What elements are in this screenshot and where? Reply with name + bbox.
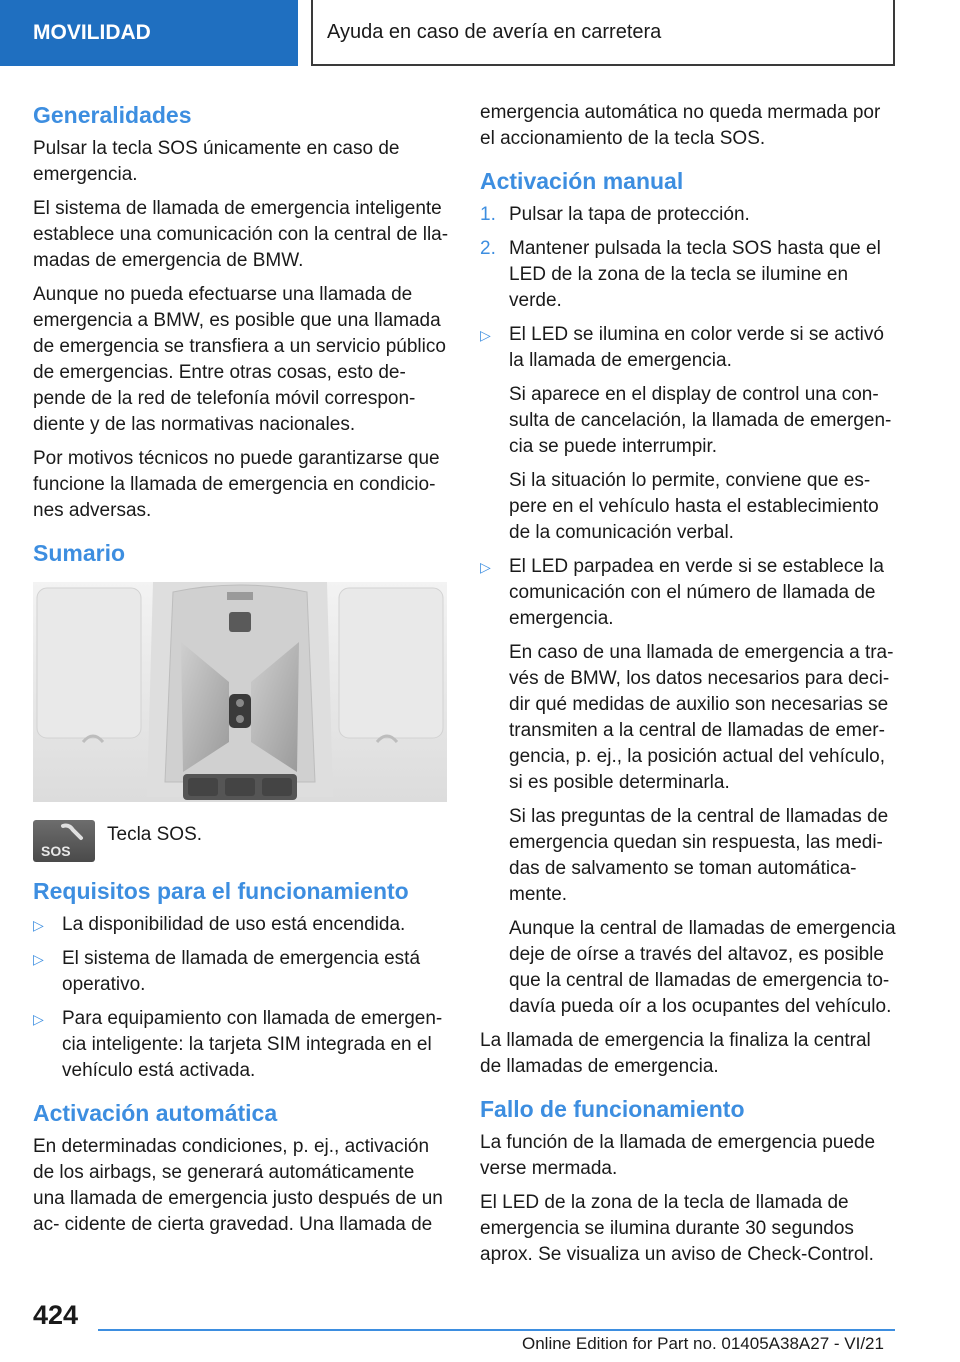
list-item: 2. Mantener pulsada la tecla SOS hasta que el LED de la zona de la tecla se ilumine en verde. <box>480 238 881 311</box>
heading-activacion-automatica: Activación automática <box>33 1100 278 1126</box>
sub-paragraph: Aunque la central de llamadas de emergencia deje de oírse a través del altavoz, es posible que la central de llamadas de emergencia to- davía pueda oír a los ocupantes del vehículo. <box>509 918 896 1017</box>
heading-requisitos: Requisitos para el funcionamiento <box>33 878 409 904</box>
page-number: 424 <box>33 1300 79 1330</box>
triangle-bullet-icon: ▷ <box>33 1011 44 1027</box>
paragraph: En determinadas condiciones, p. ej., activación de los airbags, se generará automáticamente una llamada de emergencia justo después de un ac- cidente de cierta gravedad. Una llamada de <box>33 1136 443 1235</box>
list-item: 1. Pulsar la tapa de protección. <box>480 202 896 228</box>
sos-button-icon <box>33 820 95 862</box>
list-item: ▷ El LED parpadea en verde si se establece la comunicación con el número de llamada de emergencia. En caso de una llamada de emergencia a tra- vés de BMW, los datos necesarios para deci- dir qué medidas de auxilio son necesarias se transmiten a la central de llamadas de emer- gencia, p. ej., la posición actual del vehículo, si es posible determinarla. Si las preguntas de la central de llamadas de emergencia quedan sin respuesta, las medi- das de salvamento se toman automática- mente. Aunque la central de llamadas de emergencia deje de oírse a través del altavoz, es posible que la central de llamadas de emergencia to- davía pueda oír a los ocupantes del vehículo. <box>480 554 896 1020</box>
paragraph: Por motivos técnicos no puede garantizarse que funcione la llamada de emergencia en condicio- nes adversas. <box>33 448 440 521</box>
step-number: 1. <box>480 204 496 225</box>
right-column <box>480 100 896 1276</box>
heading-sumario: Sumario <box>33 540 126 566</box>
paragraph: emergencia automática no queda mermada por el accionamiento de la tecla SOS. <box>480 102 881 149</box>
legend-row <box>33 820 449 862</box>
footer-divider <box>98 1329 895 1331</box>
left-column <box>33 100 449 1246</box>
list-item: ▷ El sistema de llamada de emergencia está operativo. <box>33 948 421 995</box>
overhead-console-photo <box>33 582 447 802</box>
step-number: 2. <box>480 238 496 259</box>
paragraph: Aunque no pueda efectuarse una llamada de emergencia a BMW, es posible que una llamada de emergencia se transfiera a un servicio público de emergencias. Entre otras cosas, esto de- pende de la red de telefonía móvil correspon- diente y de las normativas nacionales. <box>33 284 446 435</box>
list-item: ▷ El LED se ilumina en color verde si se activó la llamada de emergencia. Si aparece en el display de control una con- sulta de cancelación, la llamada de emergen- cia se puede interrumpir. Si la situación lo permite, conviene que es- pere en el vehículo hasta el establecimiento de la comunicación verbal. <box>480 322 896 546</box>
sub-paragraph: Si las preguntas de la central de llamadas de emergencia quedan sin respuesta, las medi- das de salvamento se toman automática- mente. <box>509 806 889 905</box>
chapter-label: MOVILIDAD <box>33 21 151 44</box>
overhead-console-illustration <box>33 582 447 802</box>
paragraph: La llamada de emergencia la finaliza la central de llamadas de emergencia. <box>480 1030 871 1077</box>
paragraph: La función de la llamada de emergencia puede verse mermada. <box>480 1132 876 1179</box>
triangle-bullet-icon: ▷ <box>480 327 491 343</box>
triangle-bullet-icon: ▷ <box>33 917 44 933</box>
triangle-bullet-icon: ▷ <box>480 559 491 575</box>
list-item: ▷ Para equipamiento con llamada de emergen- cia inteligente: la tarjeta SIM integrada en el vehículo está activada. <box>33 1008 443 1081</box>
paragraph: El sistema de llamada de emergencia inteligente establece una comunicación con la central de lla- madas de emergencia de BMW. <box>33 198 449 271</box>
heading-fallo: Fallo de funcionamiento <box>480 1096 745 1122</box>
result-list <box>480 322 896 1020</box>
sos-icon-text: SOS <box>41 843 71 859</box>
legend-label: Tecla SOS. <box>107 824 203 845</box>
heading-generalidades: Generalidades <box>33 102 192 128</box>
paragraph: Pulsar la tecla SOS únicamente en caso de emergencia. <box>33 138 400 185</box>
sub-paragraph: En caso de una llamada de emergencia a tra- vés de BMW, los datos necesarios para deci- dir qué medidas de auxilio son necesarias se transmiten a la central de llamadas de emer- gencia, p. ej., la posición actual del vehículo, si es posible determinarla. <box>509 642 894 793</box>
chapter-tab <box>0 0 298 66</box>
triangle-bullet-icon: ▷ <box>33 951 44 967</box>
heading-activacion-manual: Activación manual <box>480 168 684 194</box>
section-header <box>311 0 895 66</box>
paragraph: El LED de la zona de la tecla de llamada de emergencia se ilumina durante 30 segundos aprox. Se visualiza un aviso de Check-Control. <box>480 1192 874 1265</box>
list-item: ▷ La disponibilidad de uso está encendida. <box>33 912 449 938</box>
edition-note: Online Edition for Part no. 01405A38A27 - VI/21 <box>522 1334 884 1353</box>
sub-paragraph: Si aparece en el display de control una con- sulta de cancelación, la llamada de emergen- cia se puede interrumpir. <box>509 384 892 457</box>
section-title: Ayuda en caso de avería en carretera <box>327 20 662 43</box>
sub-paragraph: Si la situación lo permite, conviene que es- pere en el vehículo hasta el establecimiento de la comunicación verbal. <box>509 470 879 543</box>
requisitos-list <box>33 912 449 1084</box>
steps-list <box>480 202 896 314</box>
